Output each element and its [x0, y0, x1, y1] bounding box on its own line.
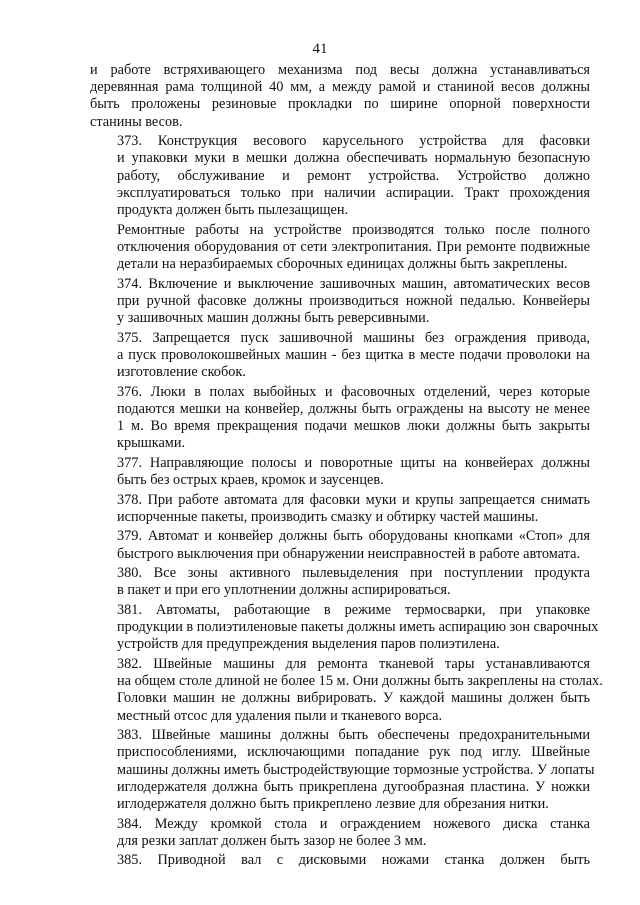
- text-line: иглодержателя должно быть прикреплено лезвие для обрезания нитки.: [117, 796, 549, 813]
- text-line: быстрого выключения при обнаружении неисправностей в работе автомата.: [117, 545, 581, 562]
- text-line: 385. Приводной вал с дисковыми ножами станка должен быть: [117, 852, 590, 869]
- text-line: 1 м. Во время прекращения подачи мешков люки должны быть закрыты: [117, 418, 590, 435]
- text-line: эксплуатироваться только при наличии аспирации. Тракт прохождения: [117, 184, 590, 201]
- text-line: 382. Швейные машины для ремонта тканевой тары устанавливаются: [117, 656, 590, 672]
- text-line: приспособлениями, исключающими попадание рук под иглу. Швейные: [117, 744, 590, 761]
- text-line: 384. Между кромкой стола и ограждением ножевого диска станка: [117, 815, 590, 832]
- text-line: местный отсос для удаления пыли и тканевого ворса.: [117, 707, 443, 724]
- paragraph: [90, 330, 590, 382]
- paragraph: [90, 656, 603, 725]
- text-line: 376. Люки в полах выбойных и фасовочных отделений, через которые: [117, 383, 590, 400]
- paragraph: [90, 384, 590, 453]
- paragraph: [90, 455, 590, 489]
- text-line: 378. При работе автомата для фасовки муки и крупы запрещается снимать: [117, 491, 590, 508]
- text-line: 383. Швейные машины должны быть обеспечены предохранительными: [117, 727, 590, 744]
- text-line: быть проложены резиновые прокладки по ширине опорной поверхности: [90, 96, 590, 113]
- paragraph: [90, 565, 590, 599]
- text-line: Ремонтные работы на устройстве производятся только после полного: [117, 221, 590, 238]
- text-line: отключения оборудования от сети электропитания. При ремонте подвижные: [117, 238, 590, 255]
- text-line: для резки заплат должен быть зазор не более 3 мм.: [117, 832, 427, 849]
- text-line: на общем столе длиной не более 15 м. Они должны быть закреплены на столах.: [117, 673, 603, 690]
- text-line: 377. Направляющие полосы и поворотные щиты на конвейерах должны: [117, 454, 590, 471]
- text-line: продукта должен быть пылезащищен.: [117, 202, 349, 219]
- text-line: 379. Автомат и конвейер должны быть оборудованы кнопками «Стоп» для: [117, 528, 590, 545]
- paragraph: [90, 816, 590, 850]
- paragraph: [90, 222, 590, 274]
- text-line: подаются мешки на конвейер, должны быть ограждены на высоту не менее: [117, 400, 590, 417]
- paragraph: [90, 276, 590, 328]
- text-line: у зашивочных машин должны быть реверсивными.: [117, 310, 430, 327]
- text-line: и работе встряхивающего механизма под весы должна устанавливаться: [90, 62, 590, 78]
- paragraph: [90, 727, 595, 813]
- paragraph: [90, 852, 590, 869]
- text-line: в пакет и при его уплотнении должны аспирироваться.: [117, 582, 451, 599]
- text-line: изготовление скобок.: [117, 364, 246, 381]
- text-line: станины весов.: [90, 113, 183, 130]
- text-line: 381. Автоматы, работающие в режиме термосварки, при упаковке: [117, 602, 590, 618]
- paragraph: [90, 602, 599, 654]
- text-line: Головки машин не должны вибрировать. У каждой машины должен быть: [117, 690, 590, 707]
- text-line: 375. Запрещается пуск зашивочной машины без ограждения привода,: [117, 329, 590, 346]
- text-line: 373. Конструкция весового карусельного устройства для фасовки: [117, 133, 590, 150]
- text-line: деревянная рама толщиной 40 мм, а между рамой и станиной весов должны: [90, 79, 590, 96]
- text-line: устройств для предупреждения выделения паров полиэтилена.: [117, 636, 500, 653]
- text-line: работу, обслуживание и ремонт устройства. Устройство должно: [117, 167, 590, 184]
- page-number: 41: [312, 41, 328, 57]
- document-body: [90, 62, 603, 872]
- paragraph: [90, 492, 590, 526]
- text-line: испорченные пакеты, производить смазку и обтирку частей машины.: [117, 508, 539, 525]
- text-line: 380. Все зоны активного пылевыделения при поступлении продукта: [117, 565, 590, 582]
- text-line: и упаковки муки в мешки должна обеспечивать нормальную безопасную: [117, 150, 590, 167]
- text-line: а пуск проволокошвейных машин - без щитка в месте подачи проволоки на: [117, 346, 590, 363]
- text-line: при ручной фасовке должны производиться ножной педалью. Конвейеры: [117, 292, 590, 309]
- paragraph: [90, 528, 590, 562]
- paragraph: [90, 62, 590, 131]
- text-line: машины должны иметь быстродействующие тормозные устройства. У лопаты: [117, 761, 595, 778]
- text-line: 374. Включение и выключение зашивочных машин, автоматических весов: [117, 275, 590, 292]
- text-line: иглодержателя должна быть прикреплена дугообразная пластина. У ножки: [117, 778, 590, 795]
- text-line: крышками.: [117, 435, 186, 452]
- text-line: быть без острых краев, кромок и заусенцев.: [117, 472, 384, 489]
- paragraph: [90, 133, 590, 219]
- text-line: продукции в полиэтиленовые пакеты должны иметь аспирацию зон сварочных: [117, 619, 599, 636]
- text-line: детали на неразбираемых сборочных единицах должны быть закреплены.: [117, 256, 568, 273]
